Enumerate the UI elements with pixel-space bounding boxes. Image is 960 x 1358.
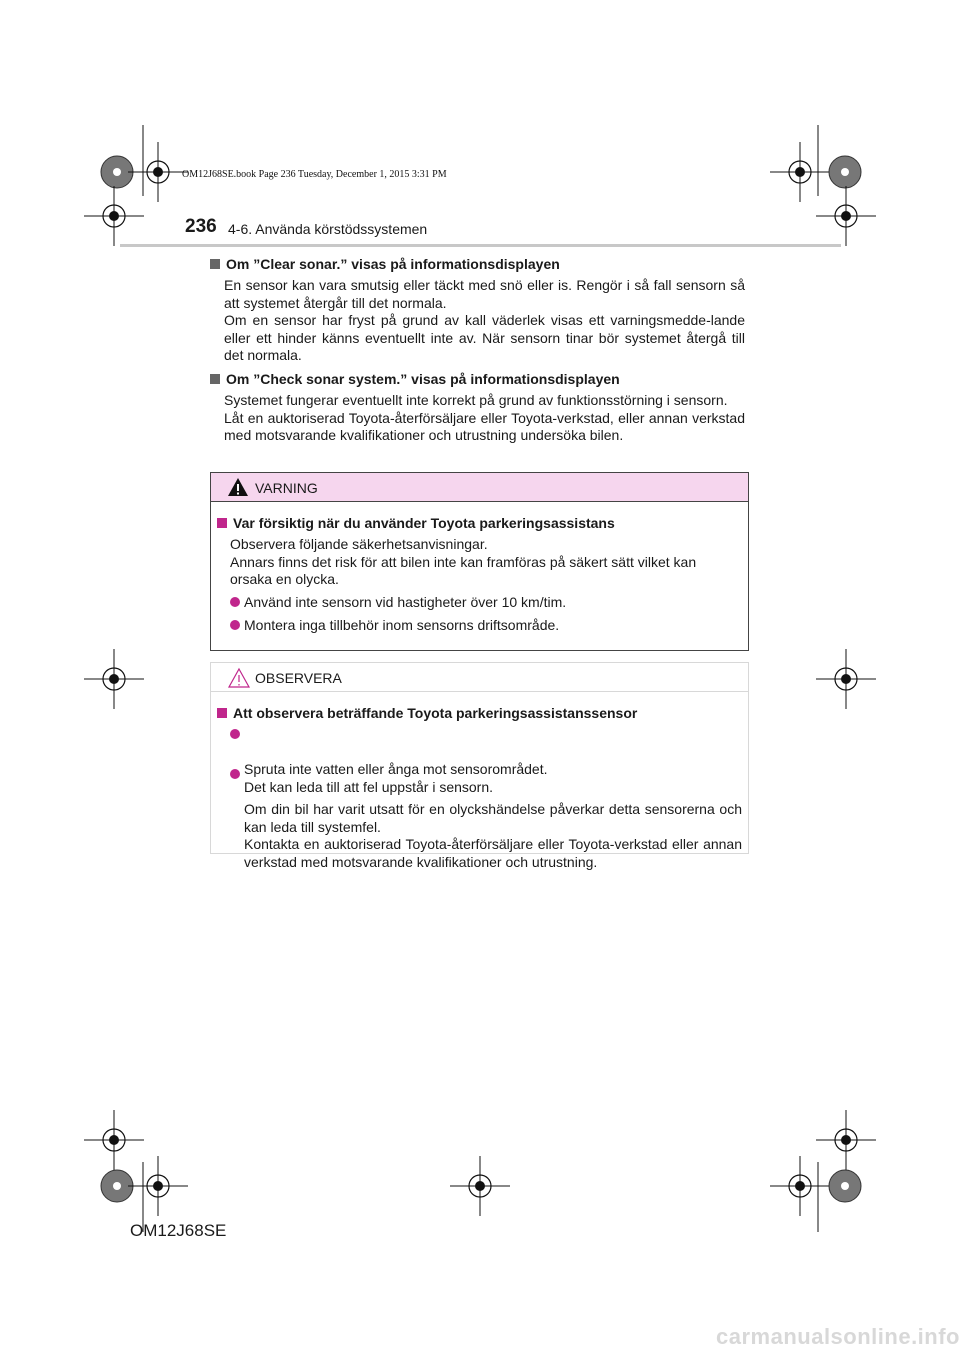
- bullet-dot-icon: [230, 729, 240, 739]
- bullet-dot-icon: [230, 620, 240, 630]
- section-heading-clear-sonar: [210, 256, 560, 272]
- notice-heading: [217, 705, 637, 721]
- watermark: carmanualsonline.info: [716, 1324, 960, 1349]
- section-body-clear-sonar: En sensor kan vara smutsig eller täckt med snö eller is. Rengör i så fall sensorn så att systemet återgår till det normala. Om en sensor har fryst på grund av kall väderlek visas ett varningsmedde-lande eller ett hinder känns eventuellt inte av. När sensorn tinar bör systemet återgå till det normala.: [224, 277, 745, 363]
- notice-heading-text: Att observera beträffande Toyota parkeringsassistanssensor: [233, 705, 638, 721]
- page-number: 236: [185, 216, 217, 237]
- warning-bullet-text: Montera inga tillbehör inom sensorns driftsområde.: [244, 617, 560, 633]
- square-bullet-icon: [217, 518, 227, 528]
- section-title: 4-6. Använda körstödssystemen: [228, 221, 428, 237]
- warning-label: VARNING: [255, 480, 318, 496]
- book-info: OM12J68SE.book Page 236 Tuesday, December 1, 2015 3:31 PM: [182, 169, 447, 180]
- warning-box: [210, 472, 749, 651]
- bullet-dot-icon: [230, 769, 240, 779]
- header-rule: [120, 244, 841, 247]
- square-bullet-icon: [210, 374, 220, 384]
- section-body-check-sonar: Systemet fungerar eventuellt inte korrekt på grund av funktionsstörning i sensorn. Låt en auktoriserad Toyota-återförsäljare eller Toyota-verkstad, eller annan verkstad med motsvarande kvalifikationer och utrustning undersöka bilen.: [224, 392, 745, 443]
- warning-header: [211, 473, 748, 502]
- notice-label: OBSERVERA: [255, 670, 342, 686]
- warning-intro: Observera följande säkerhetsanvisningar. Annars finns det risk för att bilen inte kan framföras på säkert sätt vilket kan orsaka en olycka.: [230, 536, 697, 587]
- section-heading-text: Om ”Clear sonar.” visas på informationsdisplayen: [226, 256, 560, 272]
- notice-header: [211, 663, 748, 692]
- section-heading-text: Om ”Check sonar system.” visas på informationsdisplayen: [226, 371, 620, 387]
- warning-bullet: [230, 617, 742, 635]
- section-heading-check-sonar: [210, 371, 620, 387]
- warning-heading-text: Var försiktig när du använder Toyota parkeringsassistans: [233, 515, 615, 531]
- document-code: OM12J68SE: [130, 1221, 227, 1240]
- notice-bullet: [230, 766, 742, 871]
- warning-bullet-text: Använd inte sensorn vid hastigheter över 10 km/tim.: [244, 594, 567, 610]
- bullet-dot-icon: [230, 597, 240, 607]
- warning-triangle-icon: [227, 477, 249, 497]
- warning-bullet: [230, 594, 742, 612]
- square-bullet-icon: [210, 259, 220, 269]
- notice-box: [210, 662, 749, 870]
- notice-bullet-text: Spruta inte vatten eller ånga mot sensorområdet. Det kan leda till att fel uppstår i sensorn.: [244, 761, 548, 795]
- square-bullet-icon: [217, 708, 227, 718]
- notice-bullet-text: Om din bil har varit utsatt för en olyckshändelse påverkar detta sensorerna och kan leda till systemfel. Kontakta en auktoriserad Toyota-återförsäljare eller Toyota-verkstad eller annan verkstad med motsvarande kvalifikationer och utrustning.: [244, 801, 742, 870]
- caution-triangle-outline-icon: [227, 667, 251, 689]
- warning-heading: [217, 515, 615, 531]
